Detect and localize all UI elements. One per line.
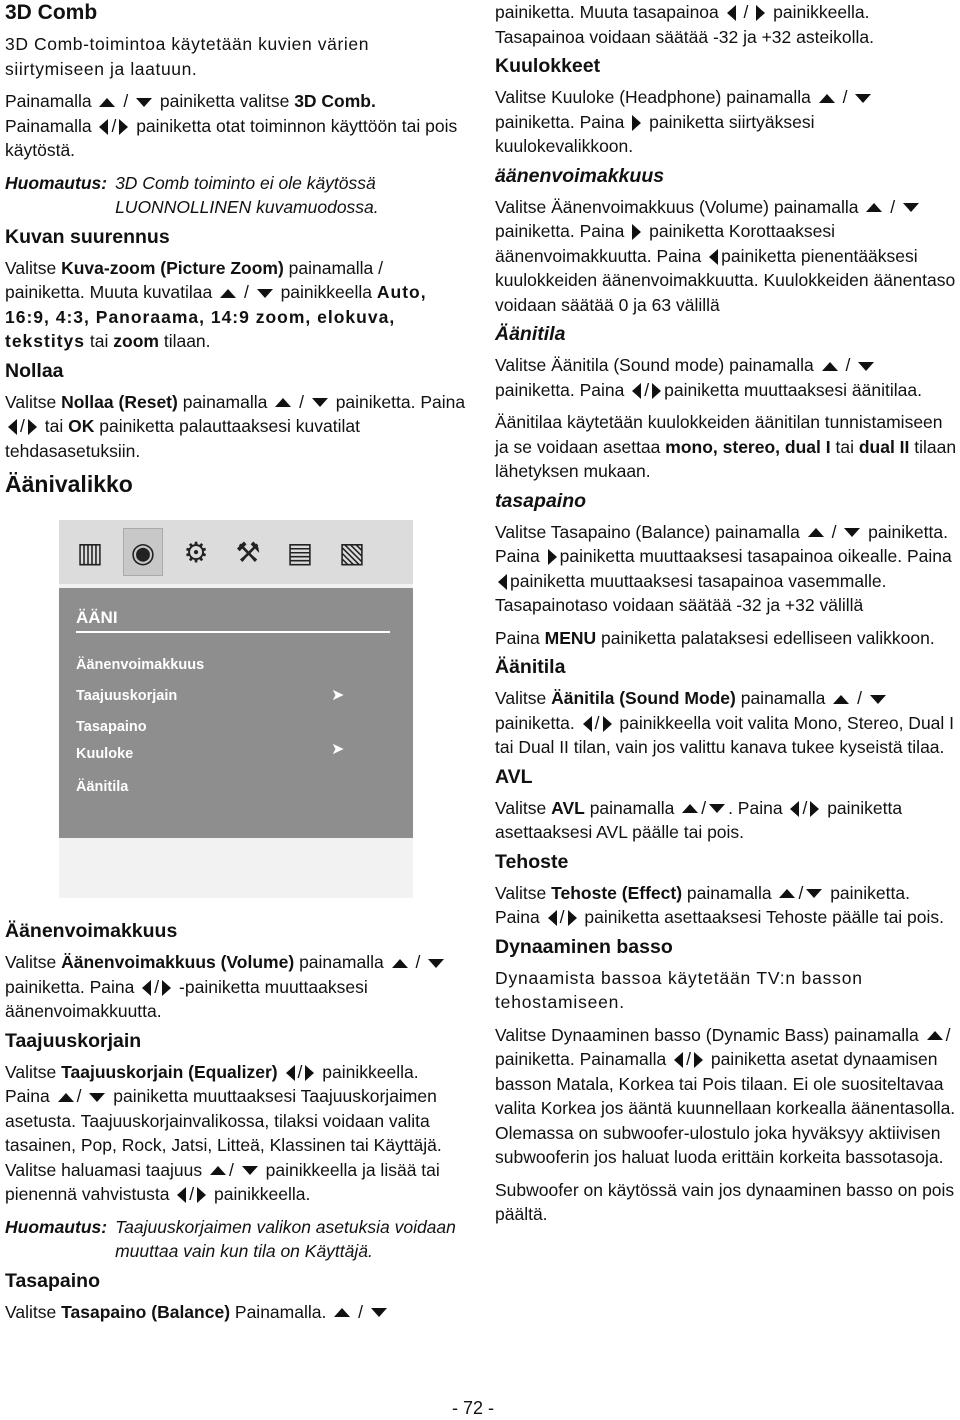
submenu-arrow-icon: ➤: [331, 687, 345, 704]
left-arrow-icon: [498, 574, 507, 590]
up-arrow-icon: [833, 695, 849, 704]
right-arrow-icon: [756, 5, 765, 21]
up-arrow-icon: [220, 289, 236, 298]
right-arrow-icon: [632, 115, 641, 131]
paragraph: Valitse AVL painamalla / . Paina / painiketta asettaaksesi AVL päälle tai pois.: [495, 797, 903, 842]
up-arrow-icon: [275, 398, 291, 407]
menu-panel: [59, 588, 413, 838]
paragraph: 3D Comb-toimintoa käytetään kuvien värien siirtymiseen ja laatuun.: [5, 34, 370, 79]
submenu-arrow-icon: ➤: [331, 741, 345, 758]
up-arrow-icon: [210, 1166, 226, 1175]
menu-item[interactable]: Tasapaino: [76, 719, 147, 735]
down-arrow-icon: [428, 959, 444, 968]
up-arrow-icon: [682, 804, 698, 813]
menu-item[interactable]: Kuuloke: [76, 746, 134, 762]
paragraph: Valitse Tasapaino (Balance) Painamalla. /: [5, 1300, 467, 1325]
up-arrow-icon: [58, 1093, 74, 1102]
paragraph: Valitse Taajuuskorjain (Equalizer) / painikkeella. Paina / painiketta muuttaaksesi Taajuuskorjaimen asetusta. Taajuuskorjainvalikossa, tilaksi voidaan valita tasainen, Pop, Rock, Jatsi, Litteä, Klassinen tai Käyttäjä. Valitse haluamasi taajuus / painikkeella ja lisää tai pienennä vahvistusta / painikkeella.: [5, 1061, 442, 1204]
down-arrow-icon: [242, 1166, 258, 1175]
paragraph: Dynaamista bassoa käytetään TV:n basson tehostamiseen.: [495, 967, 863, 1012]
left-arrow-icon: [727, 5, 736, 21]
right-arrow-icon: [652, 383, 661, 399]
paragraph: Valitse Tehoste (Effect) painamalla / painiketta. Paina / painiketta asettaaksesi Tehoste päälle tai pois.: [495, 882, 945, 927]
left-arrow-icon: [142, 980, 151, 996]
right-column: [495, 0, 957, 1227]
install-icon: ⚒: [235, 536, 261, 568]
heading-tasapaino-italic: tasapaino: [495, 489, 587, 512]
up-arrow-icon: [819, 94, 835, 103]
paragraph: Paina MENU painiketta palataksesi edelliseen valikkoon.: [495, 627, 935, 648]
paragraph: Valitse Äänenvoimakkuus (Volume) painamalla / painiketta. Paina / -painiketta muuttaaksesi äänenvoimakkuutta.: [5, 950, 467, 1024]
left-arrow-icon: [8, 419, 17, 435]
menu-item[interactable]: Äänitila: [76, 779, 129, 795]
down-arrow-icon: [136, 98, 152, 107]
right-arrow-icon: [197, 1187, 206, 1203]
down-arrow-icon: [858, 362, 874, 371]
up-arrow-icon: [334, 1308, 350, 1317]
heading-aanenvoimakkuus: äänenvoimakkuus: [495, 164, 665, 187]
down-arrow-icon: [855, 94, 871, 103]
right-arrow-icon: [632, 224, 641, 240]
paragraph: Subwoofer on käytössä vain jos dynaaminen basso on pois päältä.: [495, 1179, 955, 1224]
heading-3d-comb: 3D Comb: [5, 1, 98, 24]
down-arrow-icon: [371, 1308, 387, 1317]
heading-nollaa: Nollaa: [5, 359, 64, 382]
up-arrow-icon: [822, 362, 838, 371]
left-arrow-icon: [674, 1052, 683, 1068]
screen-icon: ▧: [338, 536, 366, 568]
divider: [76, 631, 390, 633]
note: Huomautus: Taajuuskorjaimen valikon asetuksia voidaan muuttaa vain kun tila on Käyttäjä.: [5, 1216, 456, 1261]
paragraph: Valitse Äänenvoimakkuus (Volume) painamalla / painiketta. Paina painiketta Korottaaksesi äänenvoimakkuutta. Paina painiketta pienentääksesi kuulokkeiden äänenvoimakkuutta. Kuulokkeiden äänentaso voidaan säätää 0 ja 63 välillä: [495, 196, 956, 315]
heading-equalizer: Taajuuskorjain: [5, 1029, 142, 1052]
down-arrow-icon: [312, 398, 328, 407]
speaker-icon: ◉: [123, 528, 163, 576]
picture-icon: ▥: [76, 536, 104, 568]
menu-item[interactable]: Taajuuskorjain: [76, 688, 178, 704]
left-arrow-icon: [790, 801, 799, 817]
right-arrow-icon: [568, 910, 577, 926]
paragraph: Valitse Äänitila (Sound Mode) painamalla / painiketta. / painikkeella voit valita Mono, Stereo, Dual I tai Dual II tilan, vain jos valittu kanava tukee kyseistä tilaa.: [495, 688, 955, 757]
right-arrow-icon: [694, 1052, 703, 1068]
down-arrow-icon: [257, 289, 273, 298]
left-arrow-icon: [177, 1187, 186, 1203]
heading-volume: Äänenvoimakkuus: [5, 920, 178, 942]
right-arrow-icon: [119, 119, 128, 135]
paragraph: Äänitilaa käytetään kuulokkeiden äänitilan tunnistamiseen ja se voidaan asettaa mono, stereo, dual I tai dual II tilaan lähetyksen mukaan.: [495, 412, 957, 481]
heading-aanitila: Äänitila: [495, 656, 566, 678]
paragraph: Valitse Kuva-zoom (Picture Zoom) painamalla / painiketta. Muuta kuvatilaa / painikkeella Auto, 16:9, 4:3, Panoraama, 14:9 zoom, elokuva, tekstitys tai zoom tilaan.: [5, 257, 427, 351]
menu-title: ÄÄNI: [76, 608, 118, 627]
heading-aanivalikko: Äänivalikko: [5, 471, 133, 497]
right-arrow-icon: [305, 1065, 314, 1081]
paragraph: Painamalla / painiketta valitse 3D Comb. Painamalla / painiketta otat toiminnon käyttöön tai pois käytöstä.: [5, 91, 458, 160]
right-arrow-icon: [162, 980, 171, 996]
heading-balance: Tasapaino: [5, 1269, 100, 1292]
note: Huomautus: 3D Comb toiminto ei ole käytössä LUONNOLLINEN kuvamuodossa.: [5, 172, 379, 217]
source-icon: ▤: [286, 536, 314, 568]
left-arrow-icon: [99, 119, 108, 135]
heading-zoom: Kuvan suurennus: [5, 225, 170, 248]
menu-icon-bar: [59, 520, 413, 584]
left-arrow-icon: [583, 716, 592, 732]
right-arrow-icon: [28, 419, 37, 435]
down-arrow-icon: [870, 695, 886, 704]
up-arrow-icon: [866, 203, 882, 212]
heading-aanitila-italic: Äänitila: [495, 323, 566, 345]
down-arrow-icon: [89, 1093, 105, 1102]
menu-item[interactable]: Äänenvoimakkuus: [76, 657, 205, 673]
down-arrow-icon: [709, 804, 725, 813]
page-number: - 72 -: [452, 1398, 495, 1418]
heading-avl: AVL: [495, 765, 533, 788]
right-arrow-icon: [548, 549, 557, 565]
paragraph: Valitse Kuuloke (Headphone) painamalla / painiketta. Paina painiketta siirtyäksesi kuulokevalikkoon.: [495, 85, 957, 159]
up-arrow-icon: [927, 1031, 943, 1040]
down-arrow-icon: [844, 528, 860, 537]
left-arrow-icon: [709, 249, 718, 265]
left-arrow-icon: [632, 383, 641, 399]
right-arrow-icon: [603, 716, 612, 732]
up-arrow-icon: [99, 98, 115, 107]
left-column: [5, 0, 467, 505]
up-arrow-icon: [808, 528, 824, 537]
left-arrow-icon: [286, 1065, 295, 1081]
up-arrow-icon: [392, 959, 408, 968]
up-arrow-icon: [779, 889, 795, 898]
heading-tehoste: Tehoste: [495, 850, 569, 873]
sound-menu-screenshot: [59, 520, 413, 898]
paragraph: Valitse Dynaaminen basso (Dynamic Bass) painamalla / painiketta. Painamalla / painiketta asetat dynaamisen basson Matala, Korkea tai Pois tilaan. Ei ole suositeltavaa valita Korkea jos ääntä kuunnellaan korkealla äänentasolla. Olemassa on subwoofer-ulostulo joka hyväksyy aktiivisen subwooferin jos haluat luoda erittäin korkeita bassotasoja.: [495, 1024, 956, 1167]
left-arrow-icon: [548, 910, 557, 926]
heading-dynaaminen-basso: Dynaaminen basso: [495, 935, 673, 958]
paragraph: Valitse Nollaa (Reset) painamalla / painiketta. Paina / tai OK painiketta palauttaaksesi kuvatilat tehdasasetuksiin.: [5, 391, 466, 461]
paragraph: Valitse Tasapaino (Balance) painamalla / painiketta. Paina painiketta muuttaaksesi tasapainoa oikealle. Paina painiketta muuttaaksesi tasapainoa vasemmalle. Tasapainotaso voidaan säätää -32 ja +32 välillä: [495, 521, 952, 615]
right-arrow-icon: [810, 801, 819, 817]
down-arrow-icon: [903, 203, 919, 212]
left-column-bottom: [5, 914, 467, 1324]
paragraph: painiketta. Muuta tasapainoa / painikkeella. Tasapainoa voidaan säätää -32 ja +32 asteikolla.: [495, 2, 874, 47]
down-arrow-icon: [806, 889, 822, 898]
paragraph: Valitse Äänitila (Sound mode) painamalla / painiketta. Paina / painiketta muuttaaksesi äänitilaa.: [495, 355, 922, 400]
feature-icon: ⚙: [183, 536, 209, 568]
heading-kuulokkeet: Kuulokkeet: [495, 55, 601, 77]
